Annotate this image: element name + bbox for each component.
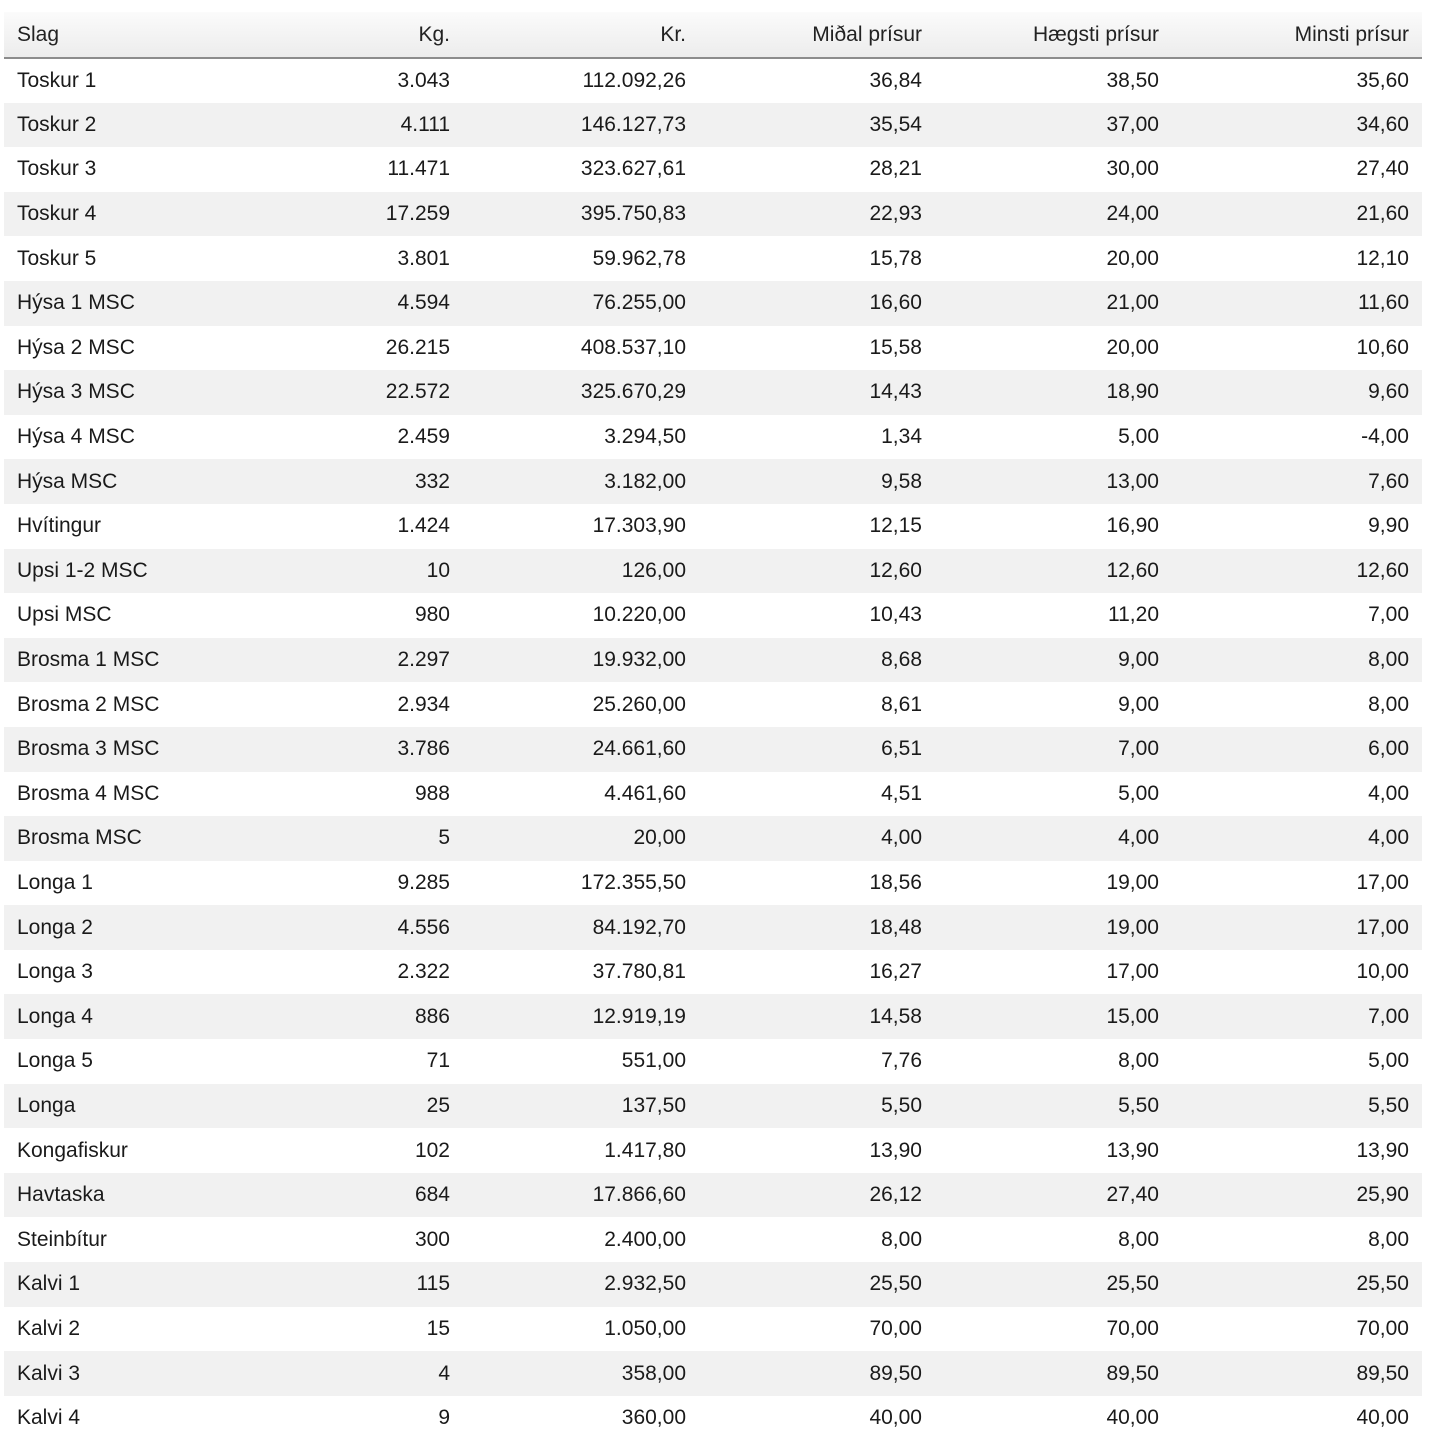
max-price-cell: 18,90 [935, 370, 1172, 415]
kg-cell: 71 [426, 1049, 450, 1073]
min-price-cell: -4,00 [1361, 425, 1409, 449]
max-price-cell: 5,00 [1118, 781, 1159, 805]
table-row [4, 1262, 1422, 1307]
kr-cell: 112.092,26 [582, 68, 686, 92]
price-table-container [4, 12, 1422, 1440]
min-price-cell: 13,90 [1356, 1138, 1409, 1162]
table-header [4, 12, 1422, 58]
table-row [4, 459, 1422, 504]
max-price-cell: 12,60 [935, 549, 1172, 594]
avg-price-cell: 12,15 [869, 514, 922, 538]
min-price-cell: 9,60 [1172, 370, 1422, 415]
kg-cell: 980 [414, 603, 450, 627]
max-price-cell: 8,00 [1118, 1227, 1159, 1251]
table-row [4, 638, 1422, 683]
max-price-cell: 25,50 [935, 1262, 1172, 1307]
kg-cell: 4.111 [226, 103, 463, 148]
kr-cell: 146.127,73 [463, 103, 699, 148]
kr-cell: 126,00 [463, 549, 699, 594]
min-price-cell: 7,60 [1172, 459, 1422, 504]
max-price-cell: 19,00 [1106, 870, 1159, 894]
kr-cell: 24.661,60 [463, 727, 699, 772]
avg-price-cell: 18,56 [869, 870, 922, 894]
max-price-cell: 17,00 [1106, 960, 1159, 984]
min-price-cell: 5,50 [1172, 1084, 1422, 1129]
avg-price-cell: 28,21 [869, 157, 922, 181]
max-price-cell: 89,50 [935, 1351, 1172, 1396]
species-cell: Hýsa 3 MSC [4, 370, 226, 415]
avg-price-cell: 25,50 [699, 1262, 935, 1307]
table-row [4, 103, 1422, 148]
min-price-cell: 25,90 [1172, 1173, 1422, 1218]
table-row [4, 816, 1422, 861]
kr-cell: 12.919,19 [463, 994, 699, 1039]
kr-cell: 25.260,00 [592, 692, 686, 716]
max-price-cell: 20,00 [1106, 246, 1159, 270]
column-header-kg[interactable]: Kg. [226, 12, 463, 58]
table-row [4, 905, 1422, 950]
species-cell: Toskur 2 [4, 103, 226, 148]
kr-cell: 10.220,00 [592, 603, 686, 627]
table-row [4, 549, 1422, 594]
kr-cell: 551,00 [621, 1049, 686, 1073]
kr-cell: 2.932,50 [463, 1262, 699, 1307]
kr-cell: 2.400,00 [604, 1227, 686, 1251]
table-row [4, 281, 1422, 326]
max-price-cell: 5,50 [935, 1084, 1172, 1129]
table-row [4, 370, 1422, 415]
kg-cell: 4 [226, 1351, 463, 1396]
avg-price-cell: 14,58 [699, 994, 935, 1039]
min-price-cell: 4,00 [1368, 781, 1409, 805]
max-price-cell: 9,00 [1118, 692, 1159, 716]
table-body [4, 58, 1422, 1440]
column-header-min-price[interactable]: Minsti prísur [1172, 12, 1422, 58]
avg-price-cell: 9,58 [699, 459, 935, 504]
species-cell: Upsi 1-2 MSC [4, 549, 226, 594]
table-row [4, 147, 1422, 192]
min-price-cell: 11,60 [1172, 281, 1422, 326]
species-cell: Brosma 4 MSC [17, 781, 160, 805]
avg-price-cell: 15,58 [869, 335, 922, 359]
table-row [4, 994, 1422, 1039]
min-price-cell: 89,50 [1172, 1351, 1422, 1396]
species-cell: Longa 3 [17, 960, 93, 984]
species-cell: Hýsa 1 MSC [4, 281, 226, 326]
kr-cell: 3.182,00 [463, 459, 699, 504]
species-cell: Hvítingur [17, 514, 102, 538]
min-price-cell: 7,00 [1172, 994, 1422, 1039]
kr-cell: 19.932,00 [463, 638, 699, 683]
kr-cell: 20,00 [463, 816, 699, 861]
table-row [4, 682, 1422, 727]
species-cell: Longa 2 [4, 905, 226, 950]
species-cell: Hýsa 2 MSC [17, 335, 135, 359]
species-cell: Toskur 1 [17, 68, 97, 92]
min-price-cell: 5,00 [1368, 1049, 1409, 1073]
price-table [4, 12, 1422, 1440]
kg-cell: 9.285 [397, 870, 450, 894]
max-price-cell: 15,00 [935, 994, 1172, 1039]
avg-price-cell: 14,43 [699, 370, 935, 415]
kr-cell: 1.417,80 [604, 1138, 686, 1162]
table-row [4, 1084, 1422, 1129]
min-price-cell: 7,00 [1368, 603, 1409, 627]
min-price-cell: 6,00 [1172, 727, 1422, 772]
avg-price-cell: 89,50 [699, 1351, 935, 1396]
table-row [4, 1173, 1422, 1218]
column-header-slag[interactable]: Slag [4, 12, 226, 58]
avg-price-cell: 16,27 [869, 960, 922, 984]
avg-price-cell: 8,61 [881, 692, 922, 716]
species-cell: Brosma MSC [4, 816, 226, 861]
table-row [4, 1307, 1422, 1352]
table-row [4, 1039, 1422, 1084]
avg-price-cell: 5,50 [699, 1084, 935, 1129]
kg-cell: 2.322 [397, 960, 450, 984]
kg-cell: 2.297 [226, 638, 463, 683]
kg-cell: 1.424 [397, 514, 450, 538]
species-cell: Kalvi 2 [17, 1316, 81, 1340]
column-header-avg-price[interactable]: Miðal prísur [699, 12, 935, 58]
max-price-cell: 7,00 [935, 727, 1172, 772]
species-cell: Longa 1 [17, 870, 93, 894]
species-cell: Toskur 5 [17, 246, 97, 270]
min-price-cell: 35,60 [1356, 68, 1409, 92]
avg-price-cell: 4,51 [881, 781, 922, 805]
min-price-cell: 21,60 [1172, 192, 1422, 237]
kg-cell: 2.459 [397, 425, 450, 449]
min-price-cell: 17,00 [1172, 905, 1422, 950]
kg-cell: 25 [226, 1084, 463, 1129]
kr-cell: 17.866,60 [463, 1173, 699, 1218]
kg-cell: 11.471 [387, 157, 450, 181]
species-cell: Longa [4, 1084, 226, 1129]
kg-cell: 102 [414, 1138, 450, 1162]
avg-price-cell: 40,00 [869, 1406, 922, 1430]
max-price-cell: 20,00 [1106, 335, 1159, 359]
table-row [4, 236, 1422, 281]
min-price-cell: 70,00 [1356, 1316, 1409, 1340]
avg-price-cell: 15,78 [869, 246, 922, 270]
kg-cell: 5 [226, 816, 463, 861]
table-row [4, 950, 1422, 995]
kg-cell: 332 [226, 459, 463, 504]
max-price-cell: 30,00 [1106, 157, 1159, 181]
max-price-cell: 8,00 [1118, 1049, 1159, 1073]
avg-price-cell: 8,00 [881, 1227, 922, 1251]
min-price-cell: 10,60 [1356, 335, 1409, 359]
column-header-max-price[interactable]: Hægsti prísur [935, 12, 1172, 58]
kr-cell: 4.461,60 [604, 781, 686, 805]
kr-cell: 360,00 [621, 1406, 686, 1430]
species-cell: Longa 4 [4, 994, 226, 1039]
min-price-cell: 40,00 [1356, 1406, 1409, 1430]
kg-cell: 26.215 [385, 335, 450, 359]
kg-cell: 684 [226, 1173, 463, 1218]
kr-cell: 172.355,50 [580, 870, 686, 894]
max-price-cell: 4,00 [935, 816, 1172, 861]
avg-price-cell: 8,68 [699, 638, 935, 683]
kg-cell: 4.556 [226, 905, 463, 950]
species-cell: Havtaska [4, 1173, 226, 1218]
avg-price-cell: 26,12 [699, 1173, 935, 1218]
max-price-cell: 9,00 [935, 638, 1172, 683]
kg-cell: 17.259 [226, 192, 463, 237]
avg-price-cell: 4,00 [699, 816, 935, 861]
species-cell: Brosma 1 MSC [4, 638, 226, 683]
kr-cell: 408.537,10 [580, 335, 686, 359]
table-row [4, 727, 1422, 772]
min-price-cell: 8,00 [1368, 1227, 1409, 1251]
max-price-cell: 24,00 [935, 192, 1172, 237]
max-price-cell: 70,00 [1106, 1316, 1159, 1340]
kr-cell: 323.627,61 [580, 157, 686, 181]
table-row [4, 861, 1422, 906]
kg-cell: 4.594 [226, 281, 463, 326]
table-row [4, 415, 1422, 460]
min-price-cell: 27,40 [1356, 157, 1409, 181]
kg-cell: 2.934 [397, 692, 450, 716]
species-cell: Hýsa 4 MSC [17, 425, 135, 449]
species-cell: Longa 5 [17, 1049, 93, 1073]
avg-price-cell: 7,76 [881, 1049, 922, 1073]
kg-cell: 886 [226, 994, 463, 1039]
max-price-cell: 11,20 [1108, 603, 1159, 627]
avg-price-cell: 36,84 [869, 68, 922, 92]
max-price-cell: 38,50 [1106, 68, 1159, 92]
kr-cell: 59.962,78 [592, 246, 686, 270]
avg-price-cell: 10,43 [869, 603, 922, 627]
kg-cell: 988 [414, 781, 450, 805]
kg-cell: 9 [438, 1406, 450, 1430]
kr-cell: 17.303,90 [592, 514, 686, 538]
kg-cell: 300 [414, 1227, 450, 1251]
table-row [4, 1351, 1422, 1396]
min-price-cell: 8,00 [1368, 692, 1409, 716]
max-price-cell: 27,40 [935, 1173, 1172, 1218]
table-row [4, 1128, 1422, 1173]
kg-cell: 3.786 [226, 727, 463, 772]
kg-cell: 15 [426, 1316, 450, 1340]
kr-cell: 1.050,00 [604, 1316, 686, 1340]
kr-cell: 137,50 [463, 1084, 699, 1129]
min-price-cell: 12,10 [1356, 246, 1409, 270]
table-row [4, 58, 1422, 103]
avg-price-cell: 70,00 [869, 1316, 922, 1340]
min-price-cell: 34,60 [1172, 103, 1422, 148]
min-price-cell: 8,00 [1172, 638, 1422, 683]
kg-cell: 10 [226, 549, 463, 594]
species-cell: Toskur 3 [17, 157, 97, 181]
species-cell: Brosma 3 MSC [4, 727, 226, 772]
kr-cell: 76.255,00 [463, 281, 699, 326]
avg-price-cell: 1,34 [881, 425, 922, 449]
min-price-cell: 9,90 [1368, 514, 1409, 538]
kr-cell: 395.750,83 [463, 192, 699, 237]
min-price-cell: 17,00 [1356, 870, 1409, 894]
kr-cell: 325.670,29 [463, 370, 699, 415]
max-price-cell: 13,00 [935, 459, 1172, 504]
species-cell: Hýsa MSC [4, 459, 226, 504]
avg-price-cell: 35,54 [699, 103, 935, 148]
table-row [4, 772, 1422, 817]
species-cell: Brosma 2 MSC [17, 692, 160, 716]
avg-price-cell: 16,60 [699, 281, 935, 326]
kr-cell: 358,00 [463, 1351, 699, 1396]
table-row [4, 192, 1422, 237]
species-cell: Steinbítur [17, 1227, 107, 1251]
table-row [4, 593, 1422, 638]
avg-price-cell: 22,93 [699, 192, 935, 237]
min-price-cell: 25,50 [1172, 1262, 1422, 1307]
species-cell: Kongafiskur [17, 1138, 128, 1162]
species-cell: Kalvi 4 [17, 1406, 81, 1430]
species-cell: Kalvi 3 [4, 1351, 226, 1396]
table-row [4, 504, 1422, 549]
avg-price-cell: 18,48 [699, 905, 935, 950]
kg-cell: 115 [226, 1262, 463, 1307]
max-price-cell: 40,00 [1106, 1406, 1159, 1430]
table-row [4, 326, 1422, 371]
avg-price-cell: 13,90 [869, 1138, 922, 1162]
max-price-cell: 37,00 [935, 103, 1172, 148]
kg-cell: 3.043 [397, 68, 450, 92]
min-price-cell: 10,00 [1356, 960, 1409, 984]
table-row [4, 1217, 1422, 1262]
max-price-cell: 19,00 [935, 905, 1172, 950]
kr-cell: 3.294,50 [604, 425, 686, 449]
min-price-cell: 12,60 [1172, 549, 1422, 594]
kg-cell: 3.801 [397, 246, 450, 270]
column-header-kr[interactable]: Kr. [463, 12, 699, 58]
table-row [4, 1396, 1422, 1440]
species-cell: Toskur 4 [4, 192, 226, 237]
avg-price-cell: 12,60 [699, 549, 935, 594]
species-cell: Kalvi 1 [4, 1262, 226, 1307]
max-price-cell: 13,90 [1106, 1138, 1159, 1162]
kr-cell: 84.192,70 [463, 905, 699, 950]
kg-cell: 22.572 [226, 370, 463, 415]
max-price-cell: 21,00 [935, 281, 1172, 326]
avg-price-cell: 6,51 [699, 727, 935, 772]
min-price-cell: 4,00 [1172, 816, 1422, 861]
max-price-cell: 5,00 [1118, 425, 1159, 449]
species-cell: Upsi MSC [17, 603, 112, 627]
kr-cell: 37.780,81 [592, 960, 686, 984]
max-price-cell: 16,90 [1106, 514, 1159, 538]
header-row [4, 12, 1422, 58]
